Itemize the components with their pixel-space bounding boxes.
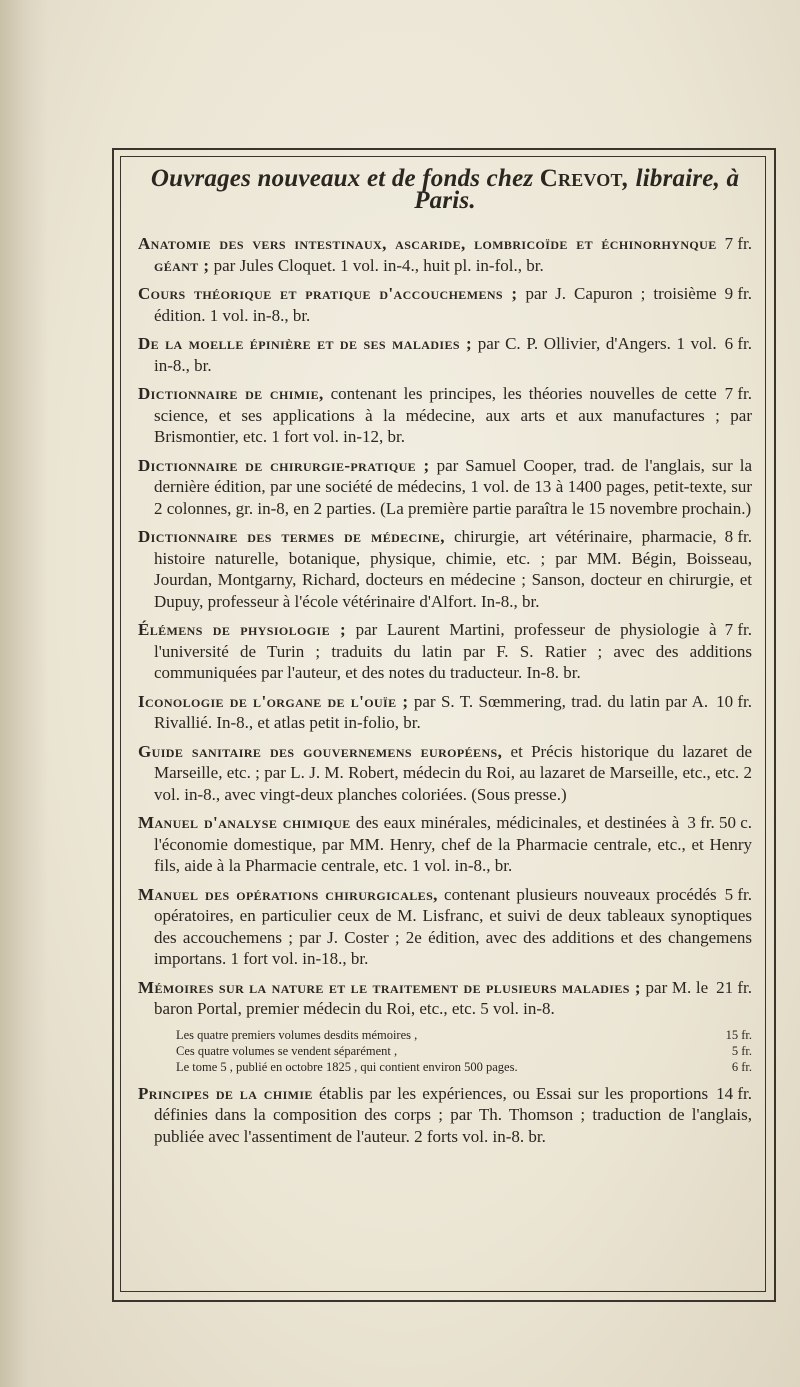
catalog-entry xyxy=(138,383,752,448)
entry-price: 5 fr. xyxy=(724,884,752,904)
catalog-entry-last xyxy=(138,1083,752,1148)
entry-body: contenant plusieurs nouveaux procédés opératoires, en particulier ceux de M. Lisfranc, et suivi de deux tableaux synoptiques des accouchemens ; par J. Coster ; 2e édition, avec des additions et des changemens importans. 1 fort vol. in-18., br. xyxy=(154,884,752,968)
entry-title: Iconologie de l'organe de l'ouïe ; xyxy=(138,691,409,711)
entry-price: 6 fr. xyxy=(724,334,752,353)
entry-body: contenant les principes, les théories nouvelles de cette science, et ses applications à la médecine, aux arts et aux manufactures ; par Brismontier, etc. 1 fort vol. in-12, br. xyxy=(154,384,752,446)
note-text: Le tome 5 , publié en octobre 1825 , qui contient environ 500 pages. xyxy=(176,1059,518,1074)
catalog-entry xyxy=(138,619,752,684)
entry-price: 7 fr. xyxy=(724,384,752,403)
entry-body: et Précis historique du lazaret de Marseille, etc. ; par L. J. M. Robert, médecin du Roi, au lazaret de Marseille, etc., etc. 2 vol. in-8., avec vingt-deux planches coloriées. (Sous presse.) xyxy=(154,741,753,804)
catalog-entry xyxy=(138,691,752,734)
entry-title: Dictionnaire des termes de médecine, xyxy=(138,527,445,546)
catalog-entry xyxy=(138,455,752,520)
entry-price: 21 fr. xyxy=(716,977,752,997)
entry-body: par Jules Cloquet. 1 vol. in-4., huit pl. in-fol., br. xyxy=(213,255,544,275)
note-line xyxy=(138,1043,752,1059)
note-price: 6 fr. xyxy=(731,1059,752,1074)
entry-body: par S. T. Sœmmering, trad. du latin par A. Rivallié. In-8., et atlas petit in-folio, br. xyxy=(154,691,709,732)
heading-publisher-name: Crevot xyxy=(539,165,623,192)
note-price: 5 fr. xyxy=(731,1043,752,1058)
entry-body: chirurgie, art vétérinaire, pharmacie, histoire naturelle, botanique, physique, chimie, etc. ; par MM. Bégin, Boisseau, Jourdan, Montgarny, Richard, docteurs en médecine ; Sanson, docteur en chirurgie, et Dupuy, professeur à l'école vétérinaire d'Alfort. In-8., br. xyxy=(154,527,752,611)
entry-title: Manuel d'analyse chimique xyxy=(138,813,351,832)
entry-body: établis par les expériences, ou Essai sur les proportions définies dans la composition des corps ; par Th. Thomson ; traduction de l'anglais, publiée avec l'assentiment de l'auteur. 2 forts vol. in-8. br. xyxy=(154,1083,752,1146)
entry-price: 9 fr. xyxy=(724,284,752,303)
entry-body: par M. le baron Portal, premier médecin du Roi, etc., etc. 5 vol. in-8. xyxy=(154,977,709,1018)
catalog-heading xyxy=(138,165,752,214)
entry-title: Mémoires sur la nature et le traitement de plusieurs maladies ; xyxy=(138,977,641,997)
heading-part1: Ouvrages nouveaux et de fonds chez xyxy=(150,165,540,192)
entry-price: 7 fr. xyxy=(724,620,752,639)
catalog-entry xyxy=(138,812,752,877)
catalog-entry xyxy=(138,884,752,970)
entry-body: par C. P. Ollivier, d'Angers. 1 vol. in-8., br. xyxy=(154,334,717,375)
entry-title: Anatomie des vers intestinaux, ascaride, lombricoïde et échinorhynque géant ; xyxy=(138,234,717,275)
entry-body: par Laurent Martini, professeur de physiologie à l'université de Turin ; traduits du latin par F. S. Ratier ; avec des additions communiquées par l'auteur, et des notes du traducteur. In-8. br. xyxy=(154,620,752,682)
note-line xyxy=(138,1059,752,1075)
page-edge-shadow xyxy=(0,0,48,1387)
entry-body: par J. Capuron ; troisième édition. 1 vol. in-8., br. xyxy=(154,284,717,325)
entry-title: Dictionnaire de chimie, xyxy=(138,384,324,403)
entry-body: des eaux minérales, médicinales, et destinées à l'économie domestique, par MM. Henry, chef de la Pharmacie centrale, etc., et Henry fils, aide à la Pharmacie centrale, etc. 1 vol. in-8., br. xyxy=(154,813,752,875)
entry-price: 3 fr. 50 c. xyxy=(687,813,752,832)
entry-price: 10 fr. xyxy=(716,691,752,711)
catalog-entry xyxy=(138,283,752,326)
catalog-entry xyxy=(138,977,752,1020)
catalog-entry xyxy=(138,233,752,276)
entry-price: 14 fr. xyxy=(716,1083,752,1103)
note-text: Ces quatre volumes se vendent séparément , xyxy=(176,1043,398,1058)
entry-title: De la moelle épinière et de ses maladies ; xyxy=(138,334,473,353)
entry-title: Cours théorique et pratique d'accouchemens ; xyxy=(138,284,518,303)
note-line xyxy=(138,1027,752,1043)
catalog-content xyxy=(138,165,753,1154)
entry-price: 7 fr. xyxy=(724,234,752,253)
catalog-entry xyxy=(138,526,752,612)
catalog-entry xyxy=(138,741,752,806)
entry-body: par Samuel Cooper, trad. de l'anglais, sur la dernière édition, par une société de médecins, 1 vol. de 13 à 1400 pages, petit-texte, sur 2 colonnes, gr. in-8, en 2 parties. (La première partie paraîtra le 15 novembre prochain.) xyxy=(154,455,752,518)
entry-title: Dictionnaire de chirurgie-pratique ; xyxy=(138,455,430,475)
entry-title: Élémens de physiologie ; xyxy=(138,620,347,639)
catalog-entries xyxy=(138,233,752,1020)
note-text: Les quatre premiers volumes desdits mémoires , xyxy=(176,1027,418,1042)
entry-title: Manuel des opérations chirurgicales, xyxy=(138,884,438,904)
entry-title: Guide sanitaire des gouvernemens européens, xyxy=(138,741,503,761)
note-price: 15 fr. xyxy=(725,1027,752,1042)
catalog-entry xyxy=(138,333,752,376)
heading-part2: , libraire, à Paris. xyxy=(414,165,740,214)
entry-title: Principes de la chimie xyxy=(138,1083,313,1103)
portal-notes xyxy=(138,1027,752,1075)
entry-price: 8 fr. xyxy=(724,527,752,546)
